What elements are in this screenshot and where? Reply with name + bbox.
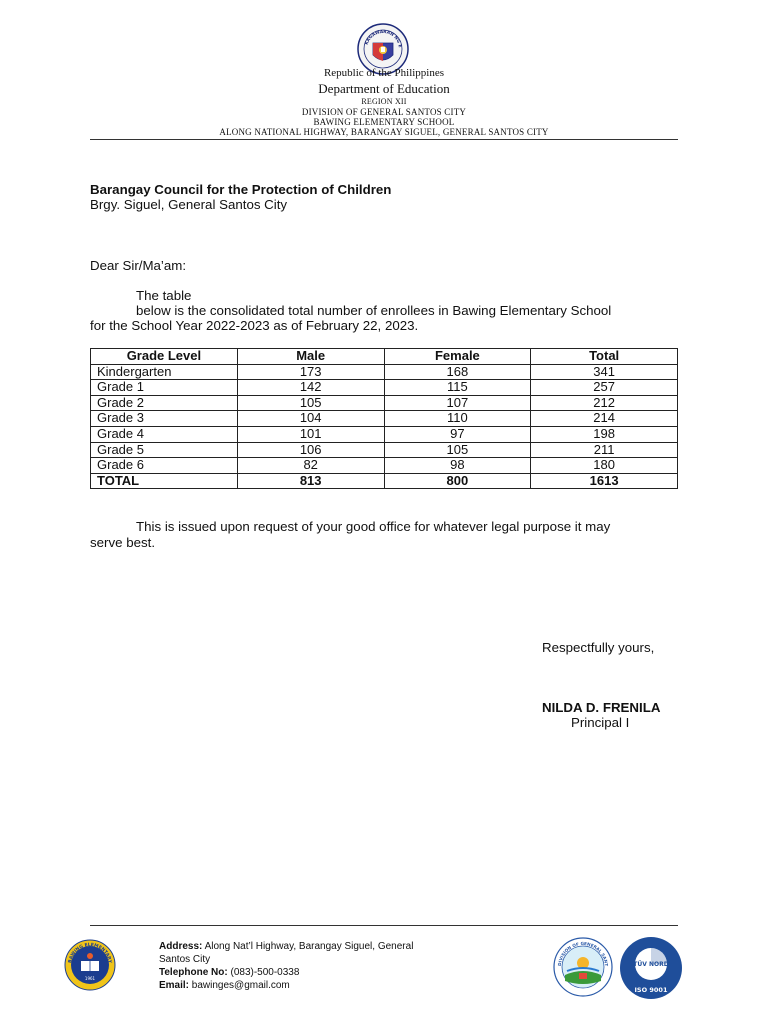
header-grade-level: Grade Level (91, 349, 238, 365)
grade-level-cell: Grade 1 (91, 380, 238, 396)
division-line: DIVISION OF GENERAL SANTOS CITY (301, 107, 467, 117)
grade-level-cell: Grade 2 (91, 395, 238, 411)
male-cell: 142 (237, 380, 384, 396)
total-cell: 341 (531, 364, 678, 380)
female-cell: 105 (384, 442, 531, 458)
female-cell: 98 (384, 458, 531, 474)
female-cell: 168 (384, 364, 531, 380)
male-cell: 173 (237, 364, 384, 380)
signatory-name: NILDA D. FRENILA (542, 700, 661, 715)
total-cell: 257 (531, 380, 678, 396)
male-cell: 101 (237, 426, 384, 442)
table-row (91, 442, 678, 458)
header-male: Male (237, 349, 384, 365)
table-row (91, 380, 678, 396)
footer-phone (159, 966, 299, 980)
school-logo-year: 1961 (84, 976, 96, 981)
intro-line-2: below is the consolidated total number of enrollees in Bawing Elementary School (136, 303, 612, 318)
table-row (91, 411, 678, 427)
total-cell: 180 (531, 458, 678, 474)
table-total-row (91, 473, 678, 489)
header-total: Total (531, 349, 678, 365)
grade-level-cell: Kindergarten (91, 364, 238, 380)
male-cell: 104 (237, 411, 384, 427)
total-female-cell: 800 (384, 473, 531, 489)
table-row (91, 395, 678, 411)
division-logo (553, 937, 613, 997)
intro-line-1: The table (136, 288, 192, 303)
footer-email (159, 979, 290, 993)
table-row (91, 426, 678, 442)
recipient-location: Brgy. Siguel, General Santos City (90, 197, 288, 212)
female-cell: 97 (384, 426, 531, 442)
header-divider (90, 139, 678, 140)
closing-line-2: serve best. (90, 535, 156, 550)
footer-address (159, 940, 413, 954)
table-row (91, 458, 678, 474)
iso-text: ISO 9001 (634, 986, 668, 994)
phone-value: (083)-500-0338 (230, 967, 300, 978)
email-value: bawinges@gmail.com (191, 980, 290, 991)
total-cell: 198 (531, 426, 678, 442)
tuv-iso-logo (619, 936, 683, 1000)
total-cell: 212 (531, 395, 678, 411)
total-cell: 214 (531, 411, 678, 427)
email-label: Email: (159, 980, 190, 991)
school-logo (64, 939, 116, 991)
male-cell: 82 (237, 458, 384, 474)
grade-level-cell: Grade 4 (91, 426, 238, 442)
address-label: Address: (159, 941, 203, 952)
enrollment-table (90, 348, 678, 489)
address-line: ALONG NATIONAL HIGHWAY, BARANGAY SIGUEL, GENERAL SANTOS CITY (219, 127, 549, 137)
address-value: Along Nat’l Highway, Barangay Siguel, General (204, 941, 414, 952)
male-cell: 106 (237, 442, 384, 458)
header-female: Female (384, 349, 531, 365)
salutation: Dear Sir/Ma’am: (90, 258, 187, 273)
grand-total-cell: 1613 (531, 473, 678, 489)
grade-level-cell: Grade 3 (91, 411, 238, 427)
table-header-row (91, 349, 678, 365)
closing-line-1: This is issued upon request of your good office for whatever legal purpose it may (136, 519, 611, 534)
tuv-brand: TÜV NORD (633, 961, 669, 968)
female-cell: 110 (384, 411, 531, 427)
female-cell: 107 (384, 395, 531, 411)
valediction: Respectfully yours, (542, 640, 655, 655)
school-logo-text: BAWING ELEMENTARY (68, 942, 112, 964)
deped-seal-text: KAGAWARAN NG E (364, 29, 402, 49)
grade-level-cell: Grade 5 (91, 442, 238, 458)
total-label-cell: TOTAL (91, 473, 238, 489)
grade-level-cell: Grade 6 (91, 458, 238, 474)
total-cell: 211 (531, 442, 678, 458)
recipient-name: Barangay Council for the Protection of Children (90, 182, 392, 197)
table-row (91, 364, 678, 380)
male-cell: 105 (237, 395, 384, 411)
footer-divider (90, 925, 678, 926)
intro-line-3: for the School Year 2022-2023 as of February 22, 2023. (90, 318, 419, 333)
region-line: REGION XII (361, 97, 407, 106)
republic-line: Republic of the Philippines (323, 67, 445, 79)
signatory-title: Principal I (571, 715, 630, 730)
division-logo-text: DIVISION OF GENERAL SANT (556, 940, 610, 967)
female-cell: 115 (384, 380, 531, 396)
department-line: Department of Education (318, 81, 450, 96)
phone-label: Telephone No: (159, 967, 228, 978)
total-male-cell: 813 (237, 473, 384, 489)
school-line: BAWING ELEMENTARY SCHOOL (313, 117, 455, 127)
address-value-line-2: Santos City (159, 954, 211, 965)
